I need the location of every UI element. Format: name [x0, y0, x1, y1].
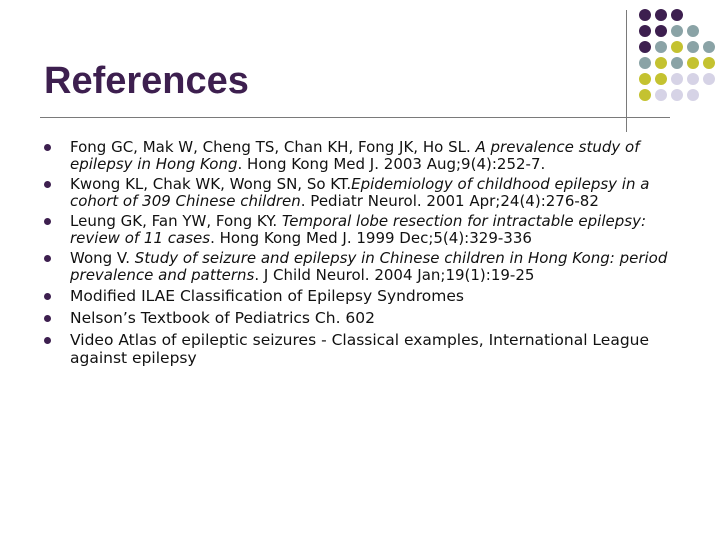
- decorative-dot: [639, 57, 651, 69]
- reference-source: . Pediatr Neurol. 2001 Apr;24(4):276-82: [300, 192, 599, 210]
- decorative-dot: [655, 25, 667, 37]
- title-divider: [40, 117, 670, 118]
- corner-divider: [626, 10, 627, 132]
- reference-item: [44, 309, 684, 327]
- decorative-dot: [703, 41, 715, 53]
- bullet-icon: [44, 218, 51, 225]
- decorative-dot: [703, 73, 715, 85]
- decorative-dot: [687, 57, 699, 69]
- reference-source: . Hong Kong Med J. 2003 Aug;9(4):252-7.: [237, 155, 546, 173]
- reference-item: [44, 287, 684, 305]
- decorative-dot: [655, 89, 667, 101]
- reference-text: Nelson’s Textbook of Pediatrics Ch. 602: [70, 309, 376, 327]
- reference-item: [44, 331, 684, 367]
- bullet-icon: [44, 255, 51, 262]
- decorative-dot: [655, 9, 667, 21]
- reference-list: [44, 139, 684, 371]
- decorative-dot: [671, 89, 683, 101]
- decorative-dot: [671, 41, 683, 53]
- decorative-dot: [639, 89, 651, 101]
- reference-text: Modified ILAE Classification of Epilepsy Syndromes: [70, 287, 465, 305]
- decorative-dot: [639, 41, 651, 53]
- reference-source: . J Child Neurol. 2004 Jan;19(1):19-25: [254, 266, 535, 284]
- reference-authors: Kwong KL, Chak WK, Wong SN, So KT.: [70, 175, 352, 193]
- decorative-dot: [639, 9, 651, 21]
- decorative-dot: [671, 9, 683, 21]
- decorative-dot: [639, 25, 651, 37]
- reference-authors: Fong GC, Mak W, Cheng TS, Chan KH, Fong JK, Ho SL.: [70, 138, 476, 156]
- decorative-dot: [703, 57, 715, 69]
- decorative-dot: [687, 89, 699, 101]
- reference-item: [44, 250, 684, 284]
- reference-title: Study of seizure and epilepsy in Chinese children in Hong Kong: period prevalence and patterns: [70, 249, 668, 284]
- decorative-dot: [671, 73, 683, 85]
- decorative-dot: [671, 25, 683, 37]
- reference-text: Video Atlas of epileptic seizures - Classical examples, International League against epilepsy: [70, 331, 650, 367]
- bullet-icon: [44, 337, 51, 344]
- reference-item: [44, 139, 684, 173]
- decorative-dot: [687, 25, 699, 37]
- bullet-icon: [44, 293, 51, 300]
- slide-title: References: [44, 60, 249, 102]
- reference-title: A prevalence study of epilepsy in Hong Kong: [70, 138, 640, 173]
- reference-title: Epidemiology of childhood epilepsy in a cohort of 309 Chinese children: [70, 175, 650, 210]
- reference-title: Temporal lobe resection for intractable epilepsy: review of 11 cases: [70, 212, 646, 247]
- decorative-dot: [655, 57, 667, 69]
- reference-item: [44, 213, 684, 247]
- decorative-dot: [655, 41, 667, 53]
- decorative-dot: [655, 73, 667, 85]
- bullet-icon: [44, 315, 51, 322]
- reference-source: . Hong Kong Med J. 1999 Dec;5(4):329-336: [210, 229, 532, 247]
- decorative-dot: [639, 73, 651, 85]
- reference-item: [44, 176, 684, 210]
- decorative-dot: [687, 73, 699, 85]
- bullet-icon: [44, 181, 51, 188]
- reference-authors: Leung GK, Fan YW, Fong KY.: [70, 212, 282, 230]
- decorative-dot: [671, 57, 683, 69]
- reference-authors: Wong V.: [70, 249, 135, 267]
- decorative-dot: [687, 41, 699, 53]
- bullet-icon: [44, 144, 51, 151]
